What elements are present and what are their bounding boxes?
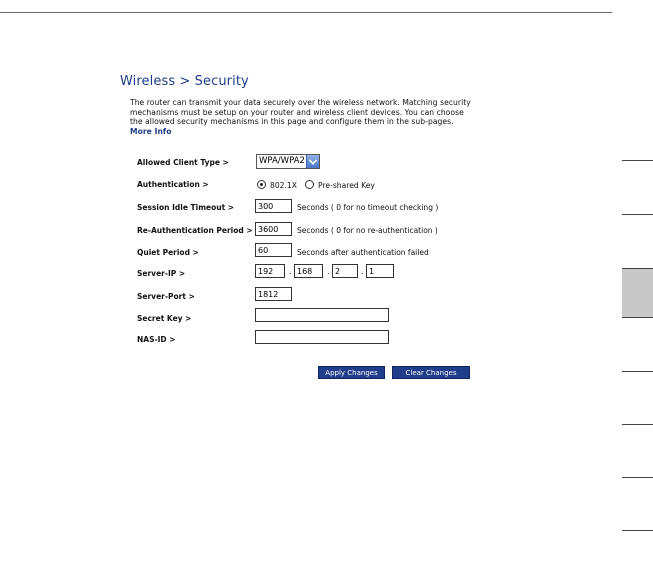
auth-psk-label: Pre-shared Key <box>318 181 375 190</box>
session-timeout-label: Session Idle Timeout > <box>137 203 235 212</box>
intro-text: The router can transmit your data securely over the wireless network. Matching security mechanisms must be setup on your router and wireless client devices. You can choose the allowed security mechanisms in this page and configure them in the sub-pages. <box>130 98 471 127</box>
nas-id-input[interactable] <box>255 330 389 344</box>
apply-changes-button[interactable]: Apply Changes <box>318 366 385 379</box>
auth-psk-radio[interactable] <box>305 180 314 189</box>
section-tab-divider <box>622 530 653 531</box>
authentication-label: Authentication > <box>137 180 209 189</box>
client-type-select[interactable] <box>256 154 320 169</box>
server-port-input[interactable] <box>255 287 292 301</box>
auth-8021x-radio[interactable] <box>257 180 266 189</box>
top-divider <box>0 12 612 13</box>
nas-id-label: NAS-ID > <box>137 335 176 344</box>
section-tab-divider <box>622 160 653 161</box>
section-tab-divider <box>622 477 653 478</box>
server-ip-octet-4[interactable] <box>366 264 394 278</box>
secret-key-label: Secret Key > <box>137 314 192 323</box>
section-tab-divider <box>622 371 653 372</box>
quiet-period-input[interactable] <box>255 243 292 257</box>
reauth-period-input[interactable] <box>255 222 292 236</box>
section-tab-active <box>622 268 653 318</box>
page-title: Wireless > Security <box>120 74 249 89</box>
ip-separator: . <box>289 267 292 276</box>
session-timeout-input[interactable] <box>255 199 292 213</box>
session-timeout-note: Seconds ( 0 for no timeout checking ) <box>297 203 439 212</box>
server-ip-octet-1[interactable] <box>255 264 285 278</box>
intro-paragraph <box>130 98 475 136</box>
server-ip-octet-2[interactable] <box>294 264 323 278</box>
secret-key-input[interactable] <box>255 308 389 322</box>
clear-changes-button[interactable]: Clear Changes <box>392 366 470 379</box>
ip-separator: . <box>327 267 330 276</box>
client-type-value: WPA/WPA2 <box>259 156 305 166</box>
section-tab-divider <box>622 424 653 425</box>
server-port-label: Server-Port > <box>137 292 195 301</box>
reauth-period-label: Re-Authentication Period > <box>137 226 253 235</box>
client-type-label: Allowed Client Type > <box>137 158 229 167</box>
section-tab-divider <box>622 214 653 215</box>
quiet-period-note: Seconds after authentication failed <box>297 248 429 257</box>
auth-8021x-label: 802.1X <box>270 181 297 190</box>
reauth-period-note: Seconds ( 0 for no re-authentication ) <box>297 226 438 235</box>
chevron-down-icon[interactable] <box>306 155 319 168</box>
ip-separator: . <box>361 267 364 276</box>
server-ip-label: Server-IP > <box>137 269 186 278</box>
more-info-link[interactable]: More Info <box>130 126 172 136</box>
quiet-period-label: Quiet Period > <box>137 248 199 257</box>
server-ip-octet-3[interactable] <box>332 264 358 278</box>
